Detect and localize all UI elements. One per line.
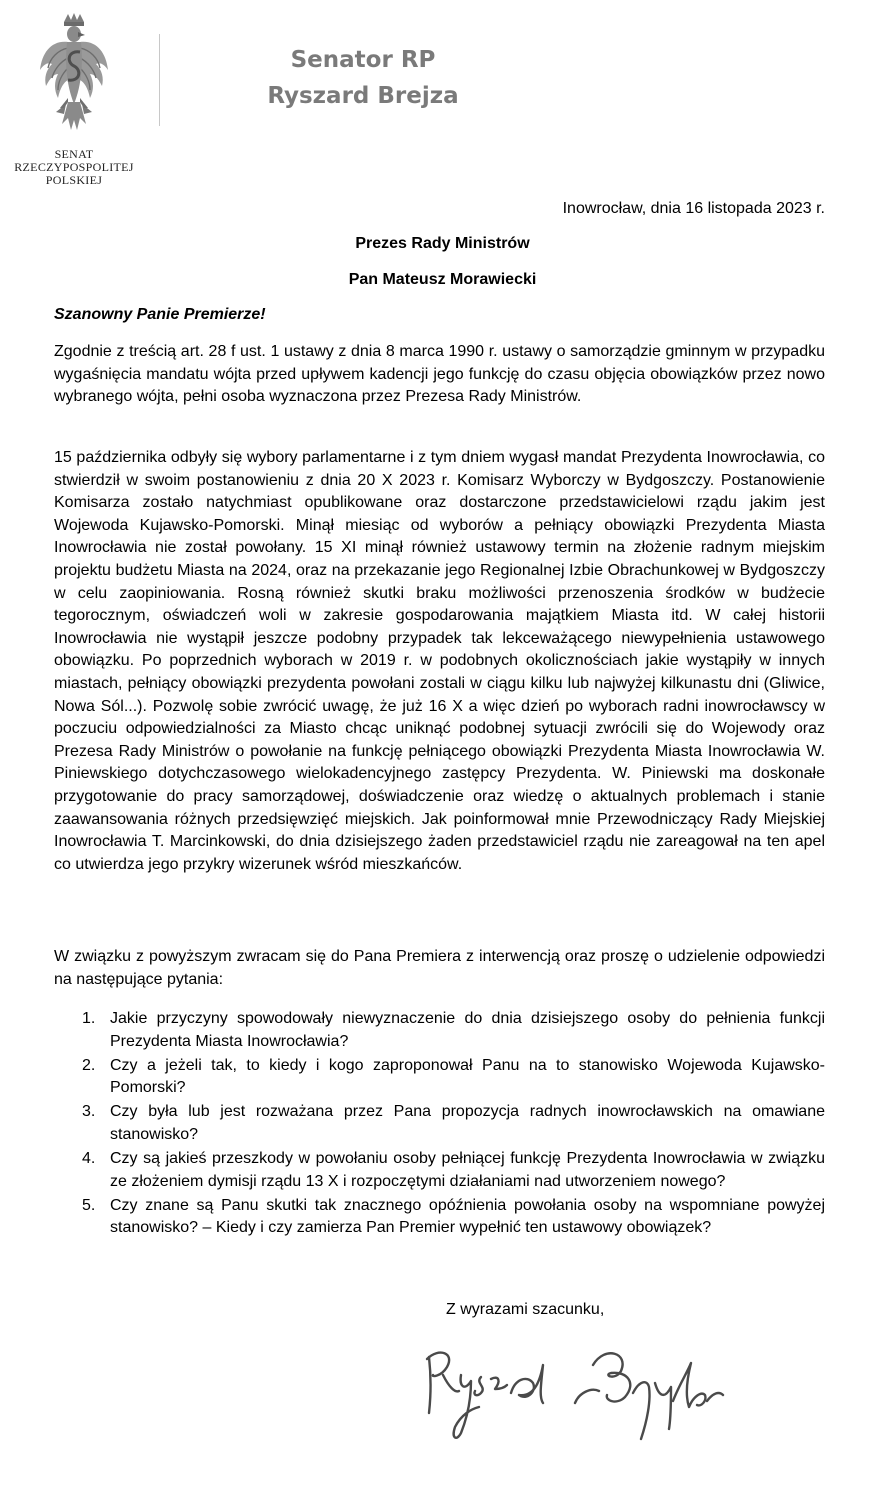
letterhead-title-line-1: Senator RP — [290, 47, 436, 73]
header-divider — [159, 34, 160, 126]
senate-label-line-3: POLSKIEJ — [45, 173, 103, 187]
question-item — [54, 1195, 825, 1240]
questions-list — [54, 1008, 825, 1241]
recipient-line-1: Prezes Rady Ministrów — [355, 235, 530, 252]
salutation: Szanowny Panie Premierze! — [54, 306, 266, 323]
paragraph-2: 15 października odbyły się wybory parlamentarne i z tym dniem wygasł mandat Prezydenta Inowrocławia, co stwierdził w swoim postanowieniu z dnia 20 X 2023 r. Komisarz Wyborczy w Bydgoszczy. Postanowienie Komisarza zostało natychmiast opublikowane oraz dostarczone przedstawicielowi rządu jakim jest Wojewoda Kujawsko-Pomorski. Minął miesiąc od wyborów a pełniący obowiązki Prezydenta Miasta Inowrocławia nie został powołany. 15 XI minął również ustawowy termin na złożenie radnym miejskim projektu budżetu Miasta na 2024, oraz na przekazanie jego Regionalnej Izbie Obrachunkowej w Bydgoszczy w celu zaopiniowania. Rosną również skutki braku możliwości przenoszenia środków w budżecie tegorocznym, oświadczeń woli w zakresie gospodarowania majątkiem Miasta itd. W całej historii Inowrocławia nie wystąpił jeszcze podobny przypadek tak lekceważącego niewypełnienia ustawowego obowiązku. Po poprzednich wyborach w 2019 r. w podobnych okolicznościach jakie wystąpiły w innych miastach, pełniący obowiązki prezydenta powołani zostali w ciągu kilku lub najwyżej kilkunastu dni (Gliwice, Nowa Sól...). Pozwolę sobie zwrócić uwagę, że już 16 X a więc dzień po wyborach radni inowrocławscy w poczuciu odpowiedzialności za Miasto chcąc uniknąć podobnej sytuacji zwrócili się do Wojewody oraz Prezesa Rady Ministrów o powołanie na funkcję pełniącego obowiązki Prezydenta Miasta Inowrocławia W. Piniewskiego dotychczasowego wielokadencyjnego zastępcy Prezydenta. W. Piniewski ma doskonałe przygotowanie do pracy samorządowej, doświadczenie oraz wiedzę o aktualnych problemach i stanie zaawansowania różnych przedsięwzięć miejskich. Jak poinformował mnie Przewodniczący Rady Miejskiej Inowrocławia T. Marcinkowski, do dnia dzisiejszego żaden przedstawiciel rządu nie zareagował na ten apel co utwierdza jego przykry wizerunek wśród mieszkańców. — [54, 449, 825, 873]
question-item — [54, 1148, 825, 1193]
paragraph-3: W związku z powyższym zwracam się do Pana Premiera z interwencją oraz proszę o udzielenie odpowiedzi na następujące pytania: — [54, 948, 825, 988]
question-item — [54, 1008, 825, 1053]
handwritten-signature — [415, 1335, 745, 1445]
question-item — [54, 1055, 825, 1100]
question-text: Czy a jeżeli tak, to kiedy i kogo zaproponował Panu na to stanowisko Wojewoda Kujawsko-Pomorski? — [110, 1056, 825, 1097]
senate-label-line-1: SENAT — [54, 147, 94, 161]
recipient-line-2: Pan Mateusz Morawiecki — [348, 271, 537, 288]
question-item — [54, 1101, 825, 1146]
letter-date: Inowrocław, dnia 16 listopada 2023 r. — [562, 200, 825, 217]
question-text: Czy znane są Panu skutki tak znacznego opóźnienia powołania osoby na wspomniane powyżej stanowisko? – Kiedy i czy zamierza Pan Premier wypełnić ten ustawowy obowiązek? — [110, 1196, 825, 1237]
question-text: Czy była lub jest rozważana przez Pana propozycja radnych inowrocławskich na omawiane stanowisko? — [110, 1103, 825, 1143]
letterhead-title — [258, 42, 468, 114]
question-number: 4. — [82, 1150, 96, 1168]
senate-eagle-icon — [38, 12, 110, 142]
question-text: Czy są jakieś przeszkody w powołaniu osoby pełniącej funkcję Prezydenta Inowrocławia w związku ze złożeniem dymisji rządu 13 X i rozpoczętymi działaniami nad utworzeniem nowego? — [110, 1150, 825, 1190]
question-number: 5. — [82, 1196, 96, 1214]
paragraph-1: Zgodnie z treścią art. 28 f ust. 1 ustawy z dnia 8 marca 1990 r. ustawy o samorządzie gminnym w przypadku wygaśnięcia mandatu wójta przed upływem kadencji jego funkcję do czasu objęcia obowiązków przez nowo wybranego wójta, pełni osoba wyznaczona przez Prezesa Rady Ministrów. — [54, 343, 825, 406]
senate-label — [0, 148, 148, 187]
letterhead-title-line-2: Ryszard Brejza — [267, 83, 459, 109]
question-text: Jakie przyczyny spowodowały niewyznaczenie do dnia dzisiejszego osoby do pełnienia funkcji Prezydenta Miasta Inowrocławia? — [110, 1010, 825, 1050]
question-number: 3. — [82, 1103, 96, 1121]
closing: Z wyrazami szacunku, — [446, 1301, 605, 1318]
question-number: 2. — [82, 1056, 96, 1074]
senate-label-line-2: RZECZYPOSPOLITEJ — [14, 160, 134, 174]
question-number: 1. — [82, 1010, 96, 1027]
